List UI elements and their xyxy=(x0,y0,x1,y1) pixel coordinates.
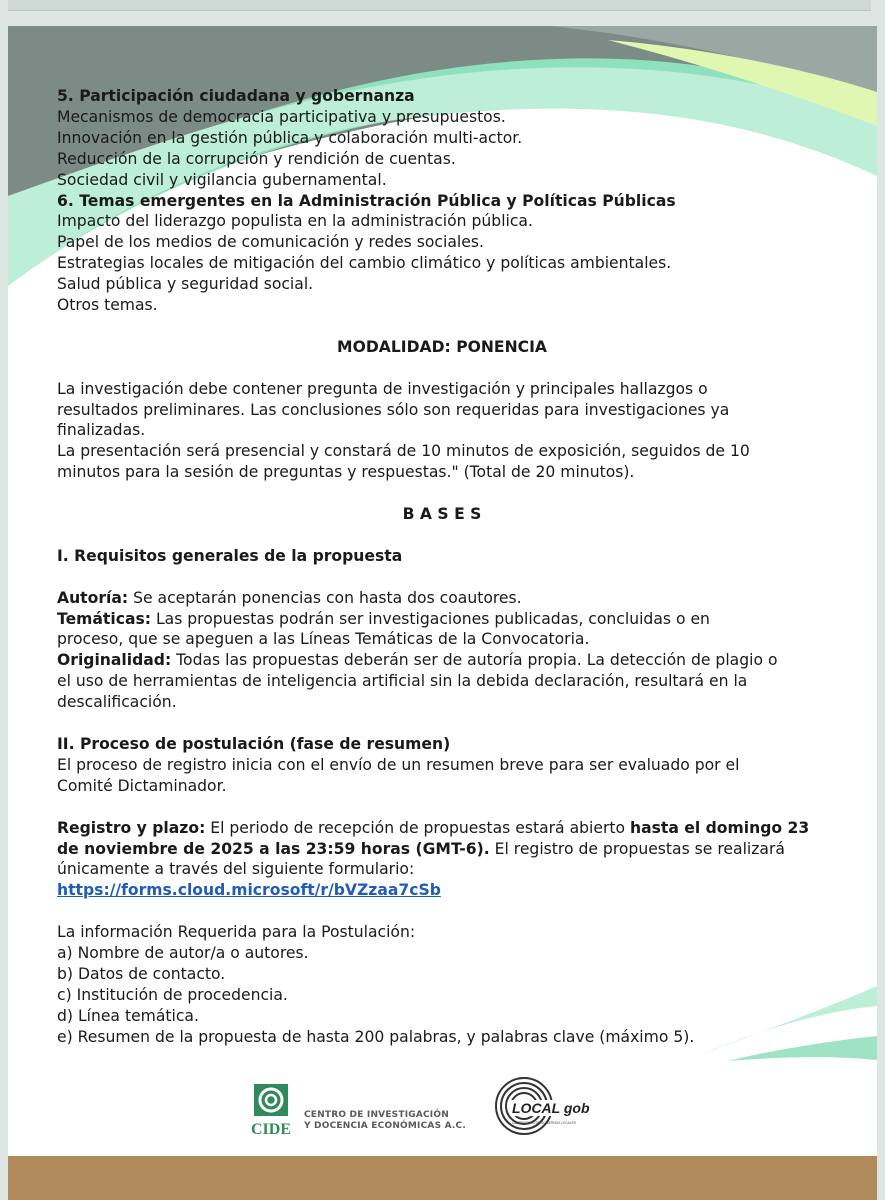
autoria-text: Se aceptarán ponencias con hasta dos coautores. xyxy=(128,588,522,607)
modalidad-title: MODALIDAD: PONENCIA xyxy=(337,337,547,356)
modalidad-line: resultados preliminares. Las conclusiones sólo son requeridas para investigaciones ya xyxy=(57,400,730,419)
section6-item: Impacto del liderazgo populista en la administración pública. xyxy=(57,212,533,231)
localgob-logo-icon xyxy=(484,1074,604,1138)
modalidad-line: La presentación será presencial y constará de 10 minutos de exposición, seguidos de 10 xyxy=(57,442,750,461)
registro-text-3: únicamente a través del siguiente formulario: xyxy=(57,860,415,879)
proceso-heading: II. Proceso de postulación (fase de resumen) xyxy=(57,735,451,753)
section6-item: Estrategias locales de mitigación del cambio climático y políticas ambientales. xyxy=(57,254,672,273)
document-page xyxy=(8,26,877,1200)
localgob-name: LOCAL gob xyxy=(512,1100,590,1116)
registro-paragraph xyxy=(57,818,827,839)
form-link-line xyxy=(57,880,827,901)
info-item: a) Nombre de autor/a o autores. xyxy=(57,944,309,963)
modalidad-line: finalizadas. xyxy=(57,421,146,440)
section5-item: Sociedad civil y vigilancia gubernamental. xyxy=(57,170,387,189)
originalidad-label: Originalidad: xyxy=(57,651,172,670)
localgob-subtitle: LABORATORIO DE GOBIERNOS LOCALES xyxy=(512,1121,576,1125)
section6-item: Salud pública y seguridad social. xyxy=(57,275,314,294)
originalidad-text: Todas las propuestas deberán ser de autoría propia. La detección de plagio o xyxy=(171,651,778,670)
info-heading: La información Requerida para la Postulación: xyxy=(57,923,416,942)
footer-band xyxy=(8,1156,877,1200)
tematicas-text: Las propuestas podrán ser investigaciones publicadas, concluidas o en xyxy=(151,609,710,628)
autoria-label: Autoría: xyxy=(57,588,129,607)
info-item: b) Datos de contacto. xyxy=(57,964,226,983)
modalidad-line: La investigación debe contener pregunta de investigación y principales hallazgos o xyxy=(57,379,708,398)
originalidad-paragraph xyxy=(57,650,827,671)
originalidad-text-3: descalificación. xyxy=(57,693,177,712)
form-link[interactable]: https://forms.cloud.microsoft/r/bVZzaa7cSb xyxy=(57,881,441,900)
document-body xyxy=(57,86,827,1048)
proceso-text: El proceso de registro inicia con el envío de un resumen breve para ser evaluado por el xyxy=(57,755,740,774)
cide-logo-icon xyxy=(248,1082,300,1138)
section6-item: Papel de los medios de comunicación y redes sociales. xyxy=(57,233,484,252)
section5-item: Reducción de la corrupción y rendición de cuentas. xyxy=(57,149,456,168)
registro-text: El periodo de recepción de propuestas estará abierto xyxy=(205,818,630,837)
section6-item: Otros temas. xyxy=(57,296,158,315)
requisitos-heading: I. Requisitos generales de la propuesta xyxy=(57,546,403,565)
bases-title: B A S E S xyxy=(402,505,482,524)
top-page-strip xyxy=(8,0,871,11)
registro-deadline-2: de noviembre de 2025 a las 23:59 horas (GMT-6). xyxy=(57,839,490,858)
info-item: c) Institución de procedencia. xyxy=(57,985,288,1004)
info-item: e) Resumen de la propuesta de hasta 200 palabras, y palabras clave (máximo 5). xyxy=(57,1027,695,1046)
cide-name xyxy=(304,1110,466,1132)
tematicas-paragraph xyxy=(57,609,827,630)
autoria-paragraph xyxy=(57,588,827,609)
footer-logos xyxy=(248,1074,628,1144)
proceso-text-2: Comité Dictaminador. xyxy=(57,776,227,795)
info-item: d) Línea temática. xyxy=(57,1006,199,1025)
cide-name-line2: Y DOCENCIA ECONÓMICAS A.C. xyxy=(304,1121,466,1131)
cide-name-line1: CENTRO DE INVESTIGACIÓN xyxy=(304,1110,449,1120)
section5-heading: 5. Participación ciudadana y gobernanza xyxy=(57,87,415,105)
section5-item: Mecanismos de democracia participativa y presupuestos. xyxy=(57,107,506,126)
tematicas-label: Temáticas: xyxy=(57,609,151,628)
section5-item: Innovación en la gestión pública y colaboración multi-actor. xyxy=(57,128,523,147)
cide-abbr: CIDE xyxy=(250,1121,292,1138)
tematicas-text-2: proceso, que se apeguen a las Líneas Temáticas de la Convocatoria. xyxy=(57,630,590,649)
registro-label: Registro y plazo: xyxy=(57,818,206,837)
registro-deadline: hasta el domingo 23 xyxy=(629,818,810,837)
registro-text-2: El registro de propuestas se realizará xyxy=(489,839,785,858)
registro-line-2 xyxy=(57,839,827,860)
modalidad-line: minutos para la sesión de preguntas y respuestas." (Total de 20 minutos). xyxy=(57,463,635,482)
section6-heading: 6. Temas emergentes en la Administración Pública y Políticas Públicas xyxy=(57,191,676,210)
originalidad-text-2: el uso de herramientas de inteligencia artificial sin la debida declaración, resultará en la xyxy=(57,672,748,691)
